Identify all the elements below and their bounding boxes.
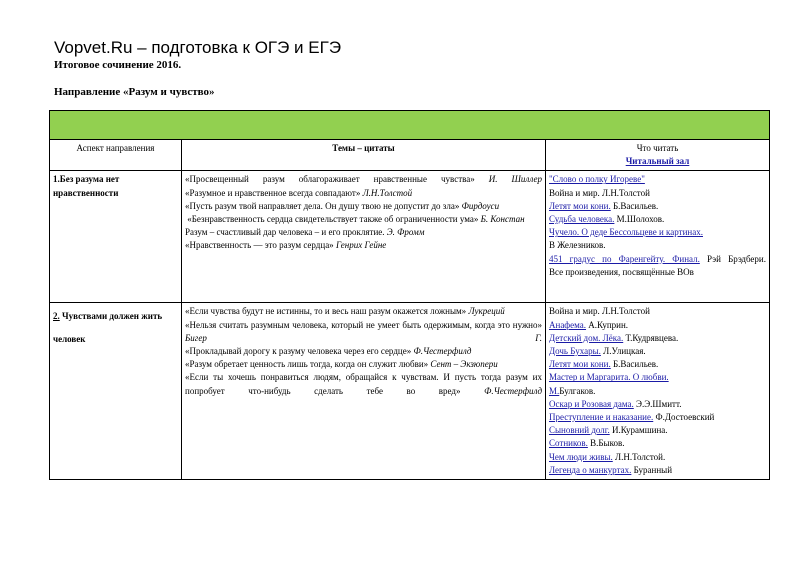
- reading-item: [549, 451, 766, 464]
- quote-text: «Разум обретает ценность лишь тогда, когда он служит любви»: [185, 359, 429, 370]
- reading-item: [549, 200, 766, 213]
- reading-item: [549, 371, 766, 384]
- reading-item: [549, 345, 766, 358]
- reading-room-link[interactable]: Читальный зал: [625, 156, 690, 167]
- book-link[interactable]: Чем люди живы.: [549, 451, 613, 462]
- book-author: Л.Улицкая.: [600, 346, 646, 357]
- quotes-cell: [182, 303, 546, 480]
- green-header-row: [50, 111, 770, 140]
- quote-text: Разум – счастливый дар человека – и его проклятие.: [185, 227, 385, 238]
- quote-item: [185, 200, 542, 213]
- quote-author: Генрих Гейне: [335, 240, 387, 251]
- quote-author: Лукреций: [468, 306, 505, 317]
- quote-text: «Нельзя считать разумным человека, который не умеет быть одержимым, когда это нужно»: [185, 319, 542, 330]
- quote-author: Сент – Экзюпери: [430, 359, 498, 370]
- quote-item: [185, 213, 542, 226]
- quote-text: «Если чувства будут не истинны, то и весь наш разум окажется ложным»: [185, 306, 467, 317]
- quote-author: Бигер Г.: [185, 332, 542, 343]
- book-link[interactable]: Судьба человека.: [549, 214, 615, 225]
- reading-item: [549, 385, 766, 398]
- book-author: Л.Н.Толстой.: [612, 451, 666, 462]
- book-link[interactable]: Анафема.: [549, 319, 587, 330]
- book-author: Все произведения, посвящённые ВОв: [549, 266, 694, 277]
- quotes-cell: [182, 171, 546, 303]
- book-link[interactable]: Дочь Бухары.: [549, 346, 601, 357]
- quote-author: Ф.Честерфилд: [413, 346, 472, 357]
- book-author: Война и мир. Л.Н.Толстой: [549, 187, 650, 198]
- book-author: Война и мир. Л.Н.Толстой: [549, 306, 650, 317]
- quote-text: «Прокладывай дорогу к разуму человека через его сердце»: [185, 346, 412, 357]
- quote-author: Ф.Честерфилд: [484, 385, 543, 396]
- book-author: Ф.Достоевский: [653, 412, 715, 423]
- book-author: М.Шолохов.: [614, 214, 665, 225]
- quote-text: «Безнравственность сердца свидетельствует также об ограниченности ума»: [187, 214, 479, 225]
- quote-author: И. Шиллер: [488, 174, 542, 185]
- reading-item: [549, 239, 766, 252]
- aspect-cell: 1.Без разума нет нравственности: [50, 171, 182, 303]
- table-row: [50, 303, 770, 480]
- book-link[interactable]: 451 градус по Фаренгейту. Финал.: [549, 253, 700, 264]
- quote-author: Э. Фромм: [386, 227, 425, 238]
- book-author: Б.Васильев.: [610, 359, 659, 370]
- quote-text: «Пусть разум твой направляет дела. Он душу твою не допустит до зла»: [185, 200, 460, 211]
- book-link[interactable]: "Слово о полку Игореве": [549, 174, 645, 185]
- column-header-aspect: Аспект направления: [50, 140, 182, 171]
- site-title: Vopvet.Ru – подготовка к ОГЭ и ЕГЭ: [54, 38, 342, 57]
- quote-text: «Разумное и нравственное всегда совпадают»: [185, 187, 361, 198]
- reading-item: [549, 358, 766, 371]
- quote-item: [185, 305, 542, 318]
- column-header-row: [50, 140, 770, 171]
- quote-author: Б. Констан: [480, 214, 525, 225]
- book-author: В.Быков.: [587, 438, 625, 449]
- reading-item: [549, 424, 766, 437]
- reading-item: [549, 464, 766, 477]
- book-author: Булгаков.: [559, 385, 596, 396]
- book-link[interactable]: М.: [549, 385, 560, 396]
- table-row: [50, 171, 770, 303]
- direction-heading: Направление «Разум и чувство»: [54, 86, 215, 98]
- reading-item: [549, 411, 766, 424]
- book-author: И.Курамшина.: [609, 425, 668, 436]
- reading-item: [549, 253, 766, 266]
- reading-item: [549, 319, 766, 332]
- quote-text: «Если ты хочешь понравиться людям, обращайся к чувствам. И пусть тогда разум их попробует что-нибудь сделать тебе во вред»: [185, 372, 542, 396]
- quote-item: [185, 239, 542, 252]
- reading-item: [549, 187, 766, 200]
- reading-item: [549, 398, 766, 411]
- quote-item: [185, 226, 542, 239]
- quote-author: Фирдоуси: [461, 200, 500, 211]
- quote-item: [185, 358, 542, 371]
- reading-cell: [546, 303, 770, 480]
- themes-table: [49, 110, 770, 480]
- reading-item: [549, 213, 766, 226]
- reading-item: [549, 173, 766, 186]
- aspect-text: Чувствами должен жить человек: [53, 311, 163, 345]
- reading-header-label: Что читать: [636, 143, 679, 153]
- quote-author: Л.Н.Толстой: [362, 187, 413, 198]
- reading-item: [549, 226, 766, 239]
- book-author: А.Куприн.: [586, 319, 629, 330]
- quote-text: «Нравственность — это разум сердца»: [185, 240, 334, 251]
- book-link[interactable]: Чучело. О деде Бессольцеве и картинах.: [549, 227, 703, 238]
- green-header-band: [50, 111, 770, 140]
- book-link[interactable]: Летят мои кони.: [549, 359, 611, 370]
- book-author: Б.Васильев.: [610, 200, 659, 211]
- reading-cell: [546, 171, 770, 303]
- book-link[interactable]: Сотников.: [549, 438, 588, 449]
- book-link[interactable]: Легенда о манкуртах.: [549, 464, 632, 475]
- quote-text: «Просвещенный разум облагораживает нравственные чувства»: [185, 174, 475, 185]
- document-subtitle: Итоговое сочинение 2016.: [54, 59, 182, 71]
- book-link[interactable]: Летят мои кони.: [549, 200, 611, 211]
- quote-item: [185, 319, 542, 345]
- aspect-cell: [50, 303, 182, 480]
- book-author: Рэй Брэдбери.: [699, 253, 766, 264]
- reading-item: [549, 266, 766, 279]
- reading-item: [549, 332, 766, 345]
- book-author: Буранный: [631, 464, 673, 475]
- book-link[interactable]: Сыновний долг.: [549, 425, 610, 436]
- column-header-reading: [546, 140, 770, 171]
- book-link[interactable]: Преступление и наказание.: [549, 412, 654, 423]
- book-link[interactable]: Детский дом. Лёка.: [549, 332, 624, 343]
- book-author: В Железников.: [549, 240, 606, 251]
- book-link[interactable]: Оскар и Розовая дама.: [549, 398, 634, 409]
- quote-item: [185, 345, 542, 358]
- reading-item: [549, 437, 766, 450]
- quote-item: [185, 187, 542, 200]
- aspect-number: 2.: [53, 311, 60, 322]
- quote-item: [185, 371, 542, 397]
- reading-item: [549, 305, 766, 318]
- book-author: Т.Кудрявцева.: [623, 332, 679, 343]
- quote-item: [185, 173, 542, 186]
- book-author: Э.Э.Шмитт.: [633, 398, 682, 409]
- book-link[interactable]: Мастер и Маргарита. О любви.: [549, 372, 669, 383]
- column-header-themes: Темы – цитаты: [182, 140, 546, 171]
